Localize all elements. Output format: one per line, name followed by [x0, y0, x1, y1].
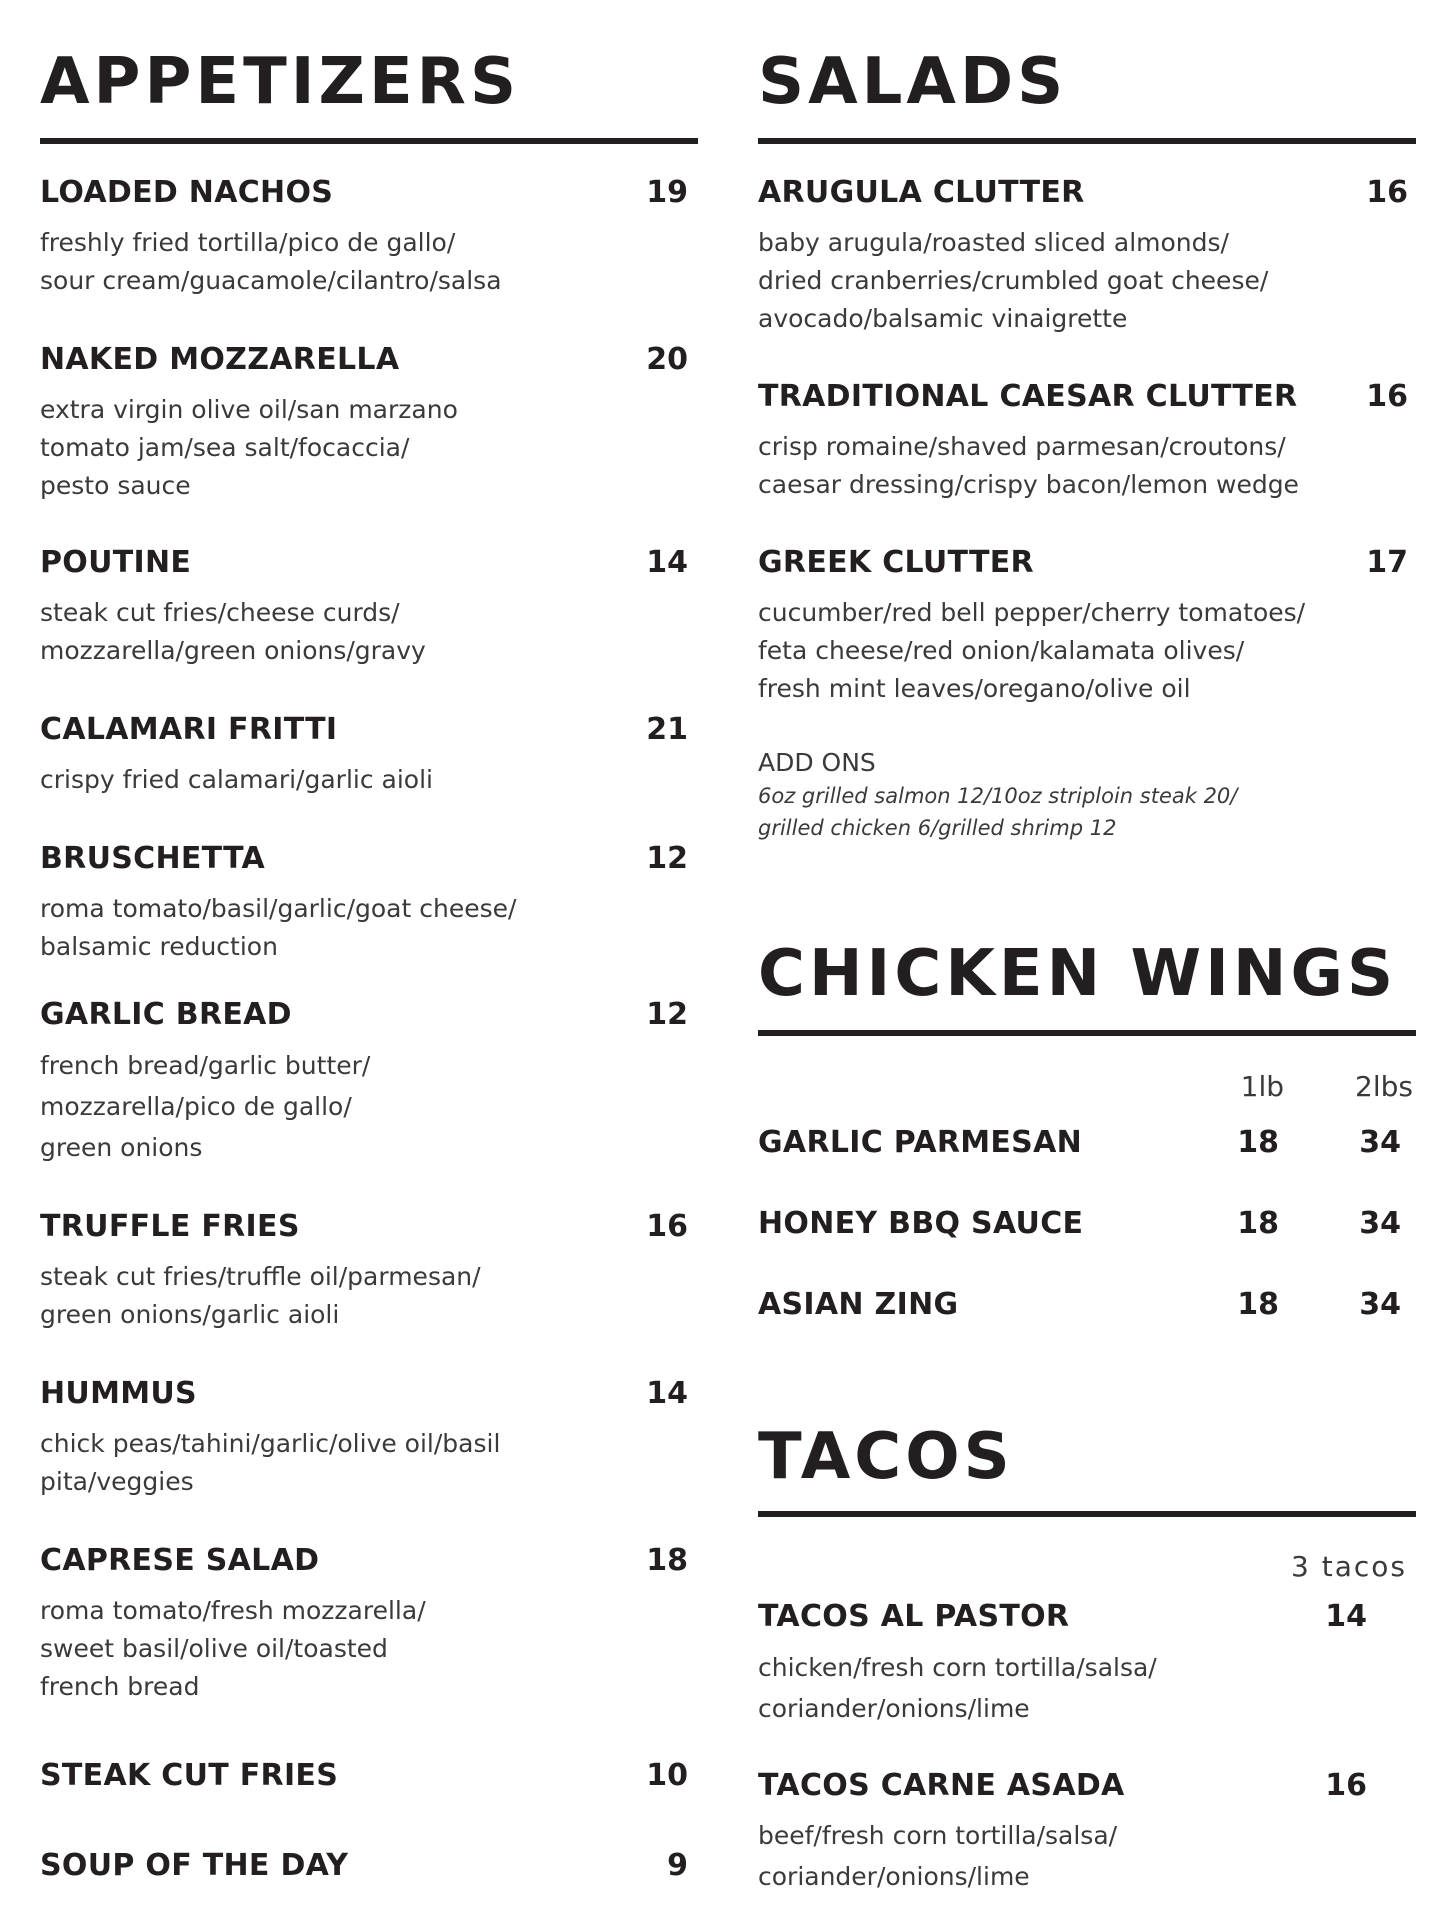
wings-price-2lbs: 34: [1359, 1206, 1401, 1241]
menu-item-description: beef/fresh corn tortilla/salsa/ coriander/onions/lime: [758, 1821, 1118, 1891]
menu-item-price: 16: [1366, 379, 1408, 414]
menu-item-price: 16: [1325, 1768, 1367, 1803]
wings-price-2lbs: 34: [1359, 1287, 1401, 1322]
menu-item-name: TACOS AL PASTOR: [758, 1599, 1070, 1634]
menu-item-price: 14: [646, 1376, 688, 1411]
appetizers-divider: [40, 138, 698, 144]
menu-item-name: TRADITIONAL CAESAR CLUTTER: [758, 379, 1298, 414]
menu-item-name: POUTINE: [40, 545, 192, 580]
addons-description: 6oz grilled salmon 12/10oz striploin steak 20/ grilled chicken 6/grilled shrimp 12: [758, 784, 1238, 840]
menu-item-name: GREEK CLUTTER: [758, 545, 1034, 580]
wings-price-1lb: 18: [1237, 1287, 1279, 1322]
menu-item-price: 14: [646, 545, 688, 580]
menu-item-price: 19: [646, 175, 688, 210]
menu-item-name: ARUGULA CLUTTER: [758, 175, 1085, 210]
menu-item-price: 12: [646, 841, 688, 876]
menu-item-name: LOADED NACHOS: [40, 175, 334, 210]
wings-2lbs-header: 2lbs: [1355, 1070, 1413, 1103]
salads-title: SALADS: [758, 45, 1068, 119]
tacos-3-tacos-header: 3 tacos: [1291, 1550, 1407, 1583]
menu-item-name: CAPRESE SALAD: [40, 1543, 320, 1578]
menu-item-name: SOUP OF THE DAY: [40, 1848, 349, 1883]
appetizers-title: APPETIZERS: [40, 45, 521, 119]
menu-item-description: crispy fried calamari/garlic aioli: [40, 765, 433, 794]
menu-item-description: steak cut fries/cheese curds/ mozzarella/green onions/gravy: [40, 598, 426, 665]
menu-item-name: HUMMUS: [40, 1376, 197, 1411]
menu-item-price: 20: [646, 342, 688, 377]
menu-item-description: extra virgin olive oil/san marzano tomato jam/sea salt/focaccia/ pesto sauce: [40, 395, 458, 500]
menu-item-price: 16: [1366, 175, 1408, 210]
menu-item-description: roma tomato/fresh mozzarella/ sweet basil/olive oil/toasted french bread: [40, 1596, 426, 1701]
menu-item-name: NAKED MOZZARELLA: [40, 342, 400, 377]
wings-price-1lb: 18: [1237, 1125, 1279, 1160]
menu-item-name: HONEY BBQ SAUCE: [758, 1206, 1084, 1241]
tacos-title: TACOS: [758, 1420, 1014, 1494]
menu-item-price: 12: [646, 997, 688, 1032]
menu-item-description: crisp romaine/shaved parmesan/croutons/ caesar dressing/crispy bacon/lemon wedge: [758, 432, 1299, 499]
menu-item-name: TACOS CARNE ASADA: [758, 1768, 1125, 1803]
menu-item-price: 18: [646, 1543, 688, 1578]
menu-item-price: 21: [646, 712, 688, 747]
menu-item-price: 17: [1366, 545, 1408, 580]
menu-item-price: 14: [1325, 1599, 1367, 1634]
chicken-wings-divider: [758, 1030, 1416, 1036]
menu-item-name: BRUSCHETTA: [40, 841, 266, 876]
menu-item-description: freshly fried tortilla/pico de gallo/ sour cream/guacamole/cilantro/salsa: [40, 228, 502, 295]
menu-item-price: 16: [646, 1209, 688, 1244]
menu-item-name: GARLIC PARMESAN: [758, 1125, 1083, 1160]
menu-item-name: STEAK CUT FRIES: [40, 1758, 339, 1793]
menu-item-name: ASIAN ZING: [758, 1287, 959, 1322]
tacos-divider: [758, 1511, 1416, 1517]
menu-item-name: CALAMARI FRITTI: [40, 712, 338, 747]
menu-item-description: french bread/garlic butter/ mozzarella/pico de gallo/ green onions: [40, 1051, 371, 1162]
wings-1lb-header: 1lb: [1240, 1070, 1284, 1103]
menu-item-description: steak cut fries/truffle oil/parmesan/ green onions/garlic aioli: [40, 1262, 481, 1329]
menu-item-price: 9: [667, 1848, 688, 1883]
menu-item-description: cucumber/red bell pepper/cherry tomatoes/ feta cheese/red onion/kalamata olives/ fresh mint leaves/oregano/olive oil: [758, 598, 1306, 703]
menu-item-name: GARLIC BREAD: [40, 997, 292, 1032]
menu-item-name: TRUFFLE FRIES: [40, 1209, 300, 1244]
menu-item-description: baby arugula/roasted sliced almonds/ dried cranberries/crumbled goat cheese/ avocado/balsamic vinaigrette: [758, 228, 1269, 333]
chicken-wings-title: CHICKEN WINGS: [758, 937, 1398, 1011]
menu-item-description: chicken/fresh corn tortilla/salsa/ coriander/onions/lime: [758, 1653, 1157, 1723]
salads-divider: [758, 138, 1416, 144]
menu-item-price: 10: [646, 1758, 688, 1793]
addons-title: ADD ONS: [758, 748, 876, 777]
wings-price-2lbs: 34: [1359, 1125, 1401, 1160]
menu-item-description: chick peas/tahini/garlic/olive oil/basil pita/veggies: [40, 1429, 501, 1496]
wings-price-1lb: 18: [1237, 1206, 1279, 1241]
menu-item-description: roma tomato/basil/garlic/goat cheese/ balsamic reduction: [40, 894, 517, 961]
